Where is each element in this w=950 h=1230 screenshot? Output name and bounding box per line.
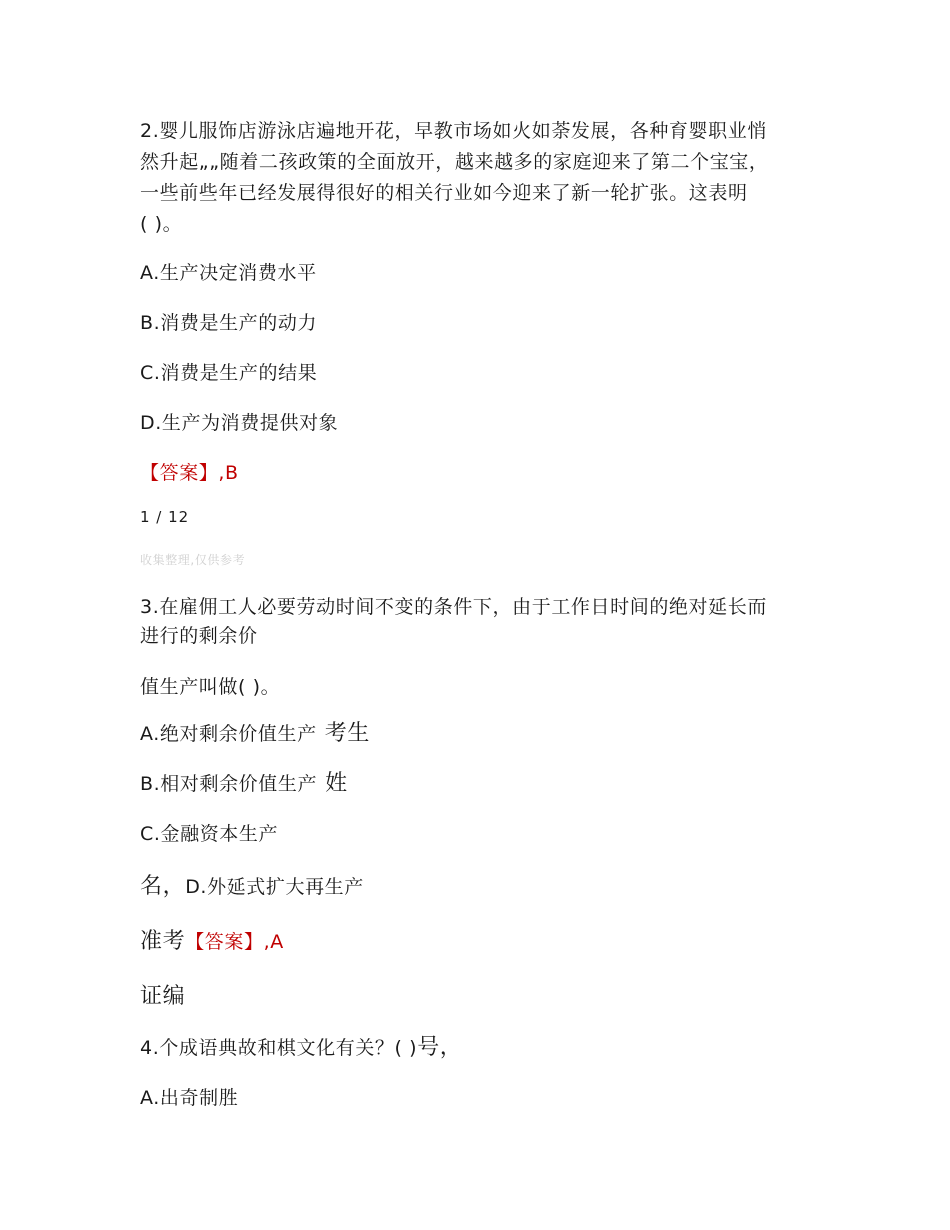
q2-answer [140, 458, 239, 488]
q3-question-line: 进行的剩余价 [140, 625, 258, 647]
q3-question-line: 3.在雇佣工人必要劳动时间不变的条件下，由于工作日时间的绝对延长而 [140, 596, 767, 618]
q2-answer-value: ,B [218, 462, 239, 484]
page-number: 1 / 12 [140, 508, 190, 526]
q2-option-d: D.生产为消费提供对象 [140, 412, 339, 434]
q3-option-b: B.相对剩余价值生产 [140, 773, 318, 795]
q2-question-line: 一些前些年已经发展得很好的相关行业如今迎来了新一轮扩张。这表明 [140, 182, 748, 204]
q3-question-line: 值生产叫做( )。 [140, 676, 281, 698]
q2-option-b: B.消费是生产的动力 [140, 312, 318, 334]
q2-question-line: 2.婴儿服饰店游泳店遍地开花，早教市场如火如荼发展，各种育婴职业悄 [140, 120, 767, 142]
q2-question-line: 然升起„„随着二孩政策的全面放开，越来越多的家庭迎来了第二个宝宝， [140, 151, 769, 173]
q3-option-d: D.外延式扩大再生产 [185, 876, 364, 898]
q3-answer-row [140, 927, 284, 957]
q3-answer-label: 【答案】 [185, 931, 264, 953]
q2-option-c: C.消费是生产的结果 [140, 362, 318, 384]
q3-option-d-row [140, 872, 364, 902]
q4-question-row [140, 1033, 462, 1063]
exam-label-ming: 名， [140, 874, 186, 899]
exam-label-zhengbian: 证编 [140, 984, 186, 1009]
exam-label-hao: 号， [417, 1035, 463, 1060]
exam-label-kaosheng: 考生 [324, 721, 370, 746]
q2-option-a: A.生产决定消费水平 [140, 262, 317, 284]
q2-answer-label: 【答案】 [140, 462, 219, 484]
q2-question-line: ( )。 [140, 213, 183, 235]
exam-label-zhunkao: 准考 [140, 929, 186, 954]
watermark-text: 收集整理,仅供参考 [140, 553, 246, 567]
q3-answer-value: ,A [263, 931, 284, 953]
q3-option-c: C.金融资本生产 [140, 823, 279, 845]
exam-label-xing: 姓 [325, 771, 348, 796]
q3-option-a: A.绝对剩余价值生产 [140, 723, 317, 745]
q4-question: 4.个成语典故和棋文化有关？( ) [140, 1037, 418, 1059]
q3-option-b-row [140, 769, 348, 799]
q3-option-a-row [140, 719, 370, 749]
q4-option-a: A.出奇制胜 [140, 1087, 239, 1109]
